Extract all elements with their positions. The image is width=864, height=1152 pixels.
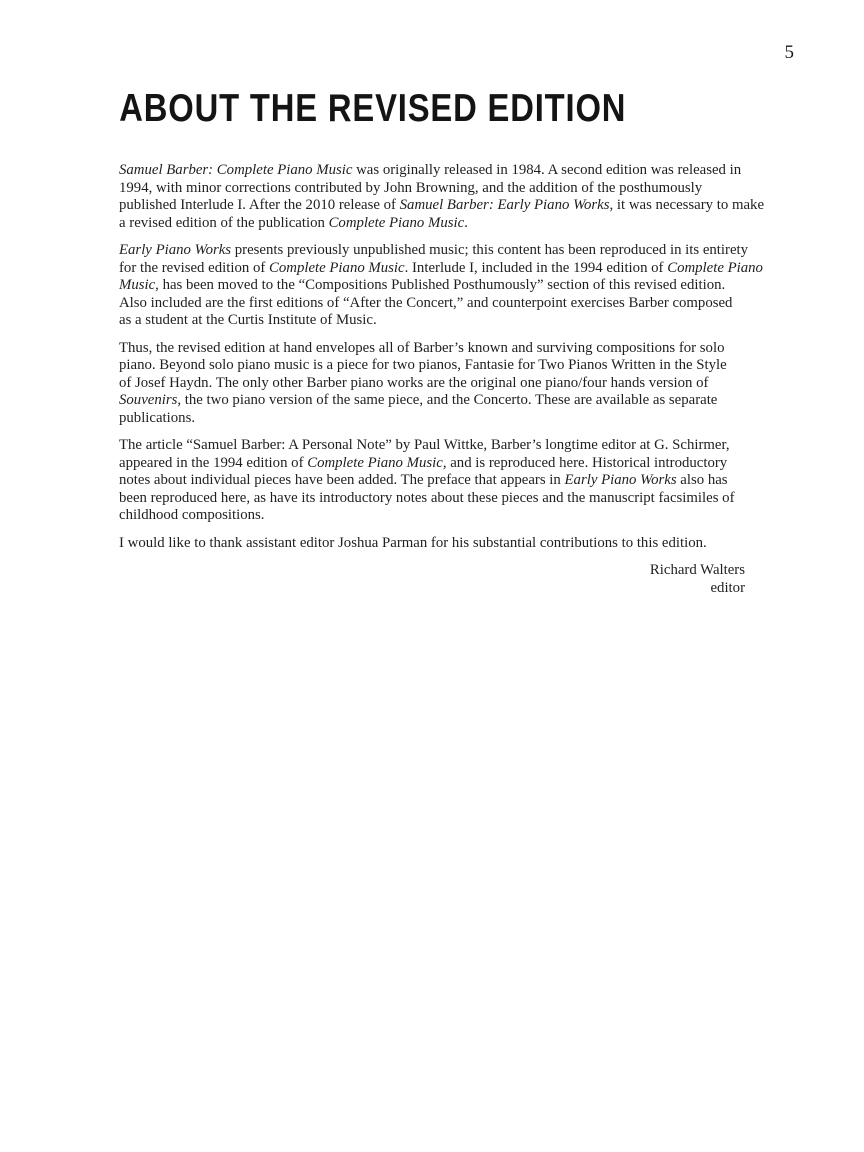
text-line: as a student at the Curtis Institute of Music. bbox=[119, 312, 377, 328]
text-line: been reproduced here, as have its introductory notes about these pieces and the manuscript facsimiles of bbox=[119, 489, 735, 506]
paragraph bbox=[119, 340, 745, 428]
text-line: appeared in the 1994 edition of Complete Piano Music, and is reproduced here. Historical introductory bbox=[119, 454, 728, 471]
paragraph bbox=[119, 535, 745, 553]
paragraphs-container bbox=[119, 162, 765, 552]
paragraph bbox=[119, 437, 745, 525]
paragraph bbox=[119, 242, 763, 330]
text-line: Thus, the revised edition at hand envelopes all of Barber’s known and surviving compositions for solo bbox=[119, 339, 725, 356]
body-text bbox=[119, 162, 765, 597]
text-line: The article “Samuel Barber: A Personal Note” by Paul Wittke, Barber’s longtime editor at G. Schirmer, bbox=[119, 437, 730, 453]
paragraph bbox=[119, 162, 765, 232]
text-line: publications. bbox=[119, 409, 196, 426]
text-line: published Interlude I. After the 2010 release of Samuel Barber: Early Piano Works, it was necessary to make bbox=[119, 197, 765, 213]
page-title: ABOUT THE REVISED EDITION bbox=[119, 87, 627, 130]
text-line: Samuel Barber: Complete Piano Music was originally released in 1984. A second edition was released in bbox=[119, 162, 742, 178]
text-line: I would like to thank assistant editor Joshua Parman for his substantial contributions to this edition. bbox=[119, 534, 707, 551]
text-line: 1994, with minor corrections contributed by John Browning, and the addition of the posthumously bbox=[119, 179, 703, 196]
signature-block bbox=[119, 562, 745, 597]
text-line: for the revised edition of Complete Piano Music. Interlude I, included in the 1994 edition of Complete Piano bbox=[119, 259, 763, 276]
text-line: Early Piano Works presents previously unpublished music; this content has been reproduced in its entirety bbox=[119, 242, 749, 258]
signature-name: Richard Walters bbox=[649, 562, 745, 578]
text-line: piano. Beyond solo piano music is a piece for two pianos, Fantasie for Two Pianos Written in the Style bbox=[119, 357, 727, 373]
page-number: 5 bbox=[784, 42, 794, 63]
page-title-wrap bbox=[0, 89, 746, 129]
text-line: of Josef Haydn. The only other Barber piano works are the original one piano/four hands version of bbox=[119, 374, 709, 391]
text-line: Souvenirs, the two piano version of the same piece, and the Concerto. These are available as separate bbox=[119, 392, 718, 408]
text-line: a revised edition of the publication Complete Piano Music. bbox=[119, 214, 468, 231]
signature-role: editor bbox=[710, 579, 745, 596]
text-line: childhood compositions. bbox=[119, 507, 265, 523]
text-line: notes about individual pieces have been added. The preface that appears in Early Piano Works also has bbox=[119, 472, 728, 488]
text-line: Music, has been moved to the “Compositions Published Posthumously” section of this revised edition. bbox=[119, 277, 726, 293]
text-line: Also included are the first editions of “After the Concert,” and counterpoint exercises Barber composed bbox=[119, 294, 733, 311]
